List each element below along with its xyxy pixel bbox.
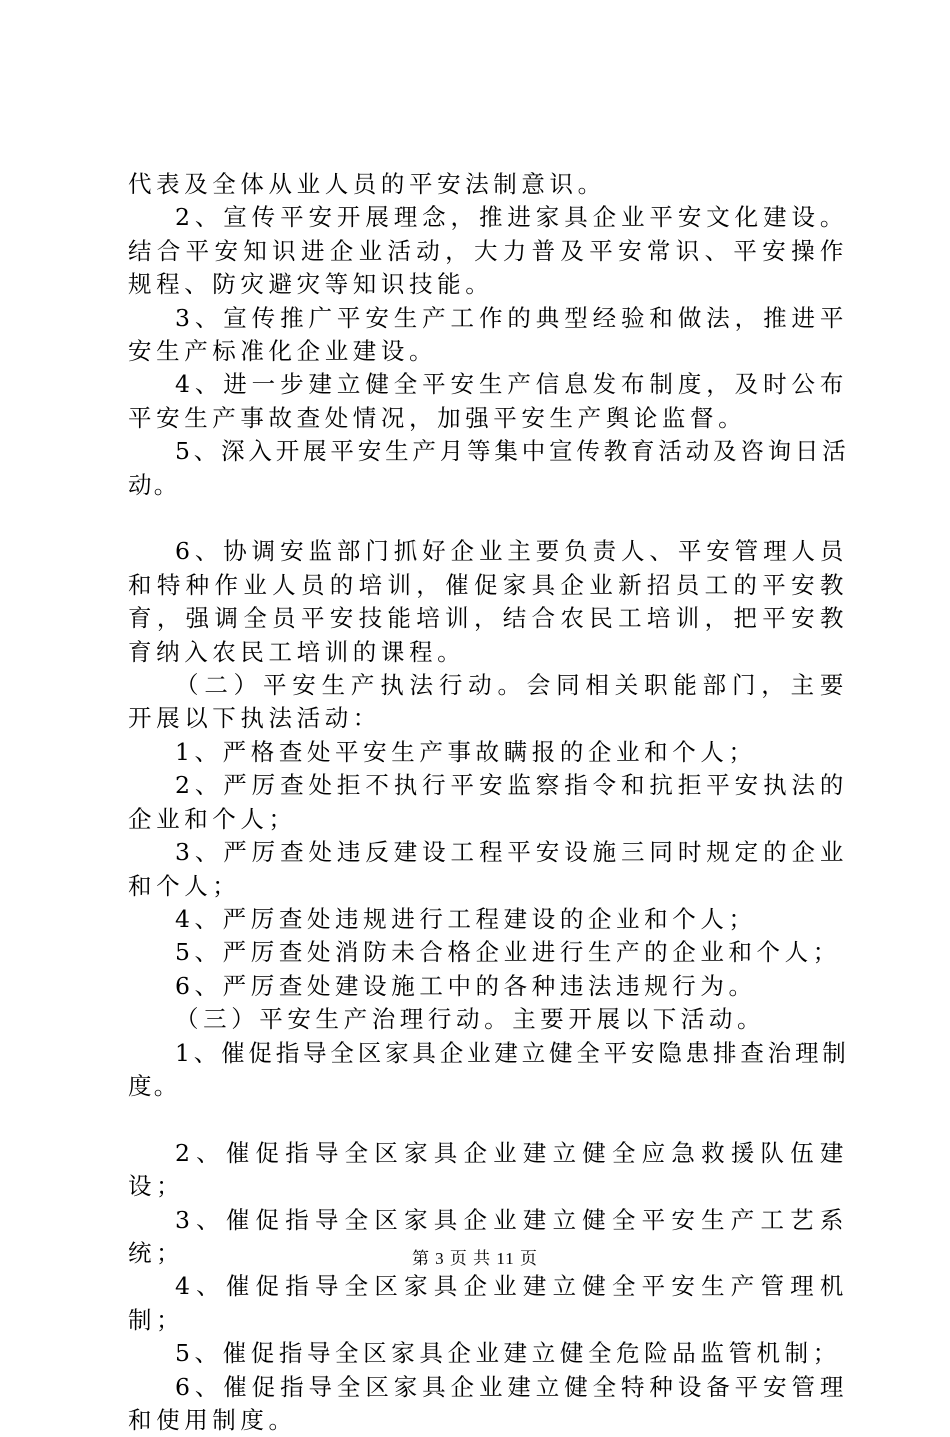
paragraph: 代表及全体从业人员的平安法制意识。: [128, 170, 606, 198]
paragraph: 4、催促指导全区家具企业建立健全平安生产管理机制；: [128, 1272, 848, 1334]
paragraph: 3、宣传推广平安生产工作的典型经验和做法，推进平安生产标准化企业建设。: [128, 303, 848, 366]
paragraph: 1、催促指导全区家具企业建立健全平安隐患排查治理制度。: [128, 1038, 848, 1100]
paragraph: 6、催促指导全区家具企业建立健全特种设备平安管理和使用制度。: [128, 1372, 848, 1434]
paragraph: （三）平安生产治理行动。主要开展以下活动。: [175, 1005, 766, 1034]
page-number: 第 3 页 共 11 页: [411, 1249, 539, 1268]
paragraph: （二）平安生产执法行动。会同相关职能部门，主要开展以下执法活动：: [128, 671, 848, 733]
paragraph: 4、严厉查处违规进行工程建设的企业和个人；: [175, 904, 757, 933]
paragraph: 5、深入开展平安生产月等集中宣传教育活动及咨询日活动。: [128, 437, 848, 499]
paragraph: 2、严厉查处拒不执行平安监察指令和抗拒平安执法的企业和个人；: [128, 771, 848, 833]
paragraph: 5、催促指导全区家具企业建立健全危险品监管机制；: [175, 1339, 841, 1368]
paragraph: 4、进一步建立健全平安生产信息发布制度，及时公布平安生产事故查处情况，加强平安生产舆论监督。: [128, 370, 848, 432]
paragraph: 6、严厉查处建设施工中的各种违法违规行为。: [175, 971, 757, 1000]
paragraph: 3、催促指导全区家具企业建立健全平安生产工艺系统；: [128, 1205, 848, 1267]
paragraph: 2、宣传平安开展理念，推进家具企业平安文化建设。结合平安知识进企业活动，大力普及平安常识、平安操作规程、防灾避灾等知识技能。: [128, 203, 848, 299]
paragraph: 5、严厉查处消防未合格企业进行生产的企业和个人；: [175, 938, 841, 967]
paragraph: 3、严厉查处违反建设工程平安设施三同时规定的企业和个人；: [128, 838, 848, 900]
paragraph: 2、催促指导全区家具企业建立健全应急救援队伍建设；: [128, 1138, 848, 1201]
paragraph: 6、协调安监部门抓好企业主要负责人、平安管理人员和特种作业人员的培训，催促家具企业新招员工的平安教育，强调全员平安技能培训，结合农民工培训，把平安教育纳入农民工培训的课程。: [128, 537, 848, 666]
paragraph: 1、严格查处平安生产事故瞒报的企业和个人；: [175, 737, 757, 766]
